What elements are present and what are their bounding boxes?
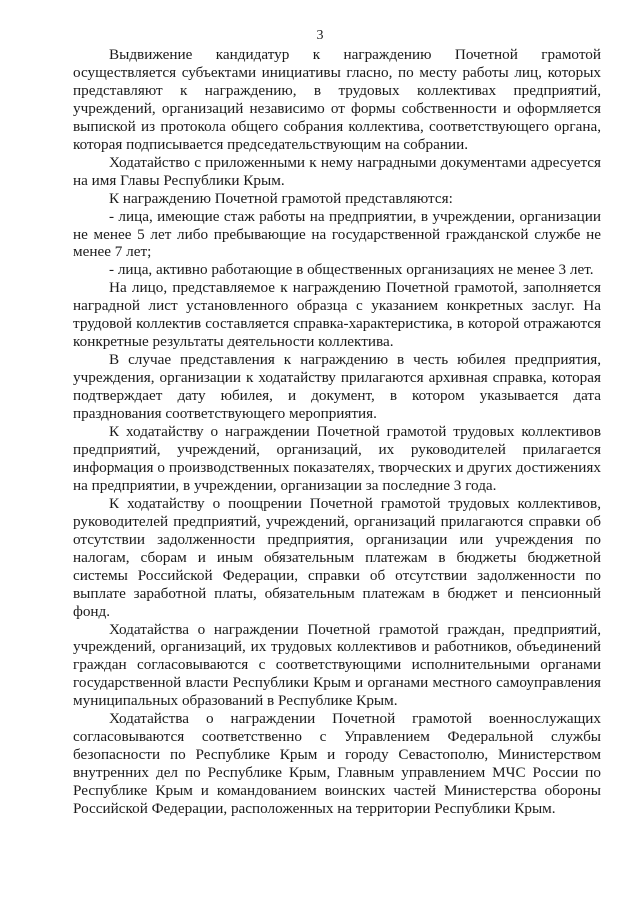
- paragraph-eligible-heading: К награждению Почетной грамотой представляются:: [109, 189, 453, 207]
- paragraph-approval-authorities: Ходатайства о награждении Почетной грамотой граждан, предприятий, учреждений, организаций, их трудовых коллективов и работников, объединений граждан согласовываются с соответствующими исполнительными органами государственной власти Республики Крым и органами местного самоуправления муниципальных образований в Республике Крым.: [73, 620, 601, 710]
- paragraph-nomination: Выдвижение кандидатур к награждению Почетной грамотой осуществляется субъектами инициативы гласно, по месту работы лиц, которых представляют к награждению, в трудовых коллективах предприятий, учреждений, организаций независимо от формы собственности и оформляется выпиской из протокола общего собрания коллектива, соответствующего органа, которая подписывается председательствующим на собрании.: [73, 46, 601, 153]
- paragraph-petition-address: Ходатайство с приложенными к нему наградными документами адресуется на имя Главы Республики Крым.: [73, 153, 601, 189]
- page-number: 3: [316, 28, 324, 43]
- document-body: [73, 46, 601, 818]
- paragraph-collective-achievements: К ходатайству о награждении Почетной грамотой трудовых коллективов предприятий, учреждений, организаций, их руководителей прилагается информация о производственных показателях, творческих и других достижениях на предприятии, в учреждении, организации за последние 3 года.: [73, 423, 601, 494]
- paragraph-anniversary: В случае представления к награждению в честь юбилея предприятия, учреждения, организации к ходатайству прилагаются архивная справка, которая подтверждает дату юбилея, и документ, в котором указывается дата празднования соответствующего мероприятия.: [73, 351, 601, 423]
- paragraph-award-sheet: На лицо, представляемое к награждению Почетной грамотой, заполняется наградной лист установленного образца с указанием конкретных заслуг. На трудовой коллектив составляется справка-характеристика, в которой отражаются конкретные результаты деятельности коллектива.: [73, 279, 601, 351]
- paragraph-debt-certificates: К ходатайству о поощрении Почетной грамотой трудовых коллективов, руководителей предприятий, учреждений, организаций прилагаются справки об отсутствии задолженности предприятия, организации или учреждения по налогам, сборам и иным обязательным платежам в бюджеты бюджетной системы Российской Федерации, справки об отсутствии задолженности по выплате заработной платы, обязательным платежам в бюджет и пенсионный фонд.: [73, 494, 601, 620]
- list-item-work-experience: - лица, имеющие стаж работы на предприятии, в учреждении, организации не менее 5 лет либо пребывающие на государственной гражданской службе не менее 7 лет;: [73, 207, 601, 261]
- list-item-public-organizations: - лица, активно работающие в общественных организациях не менее 3 лет.: [109, 261, 594, 279]
- paragraph-military-approval: Ходатайства о награждении Почетной грамотой военнослужащих согласовываются соответственно с Управлением Федеральной службы безопасности по Республике Крым и городу Севастополю, Министерством внутренних дел по Республике Крым, Главным управлением МЧС России по Республике Крым и командованием воинских частей Министерства обороны Российской Федерации, расположенных на территории Республики Крым.: [73, 710, 601, 818]
